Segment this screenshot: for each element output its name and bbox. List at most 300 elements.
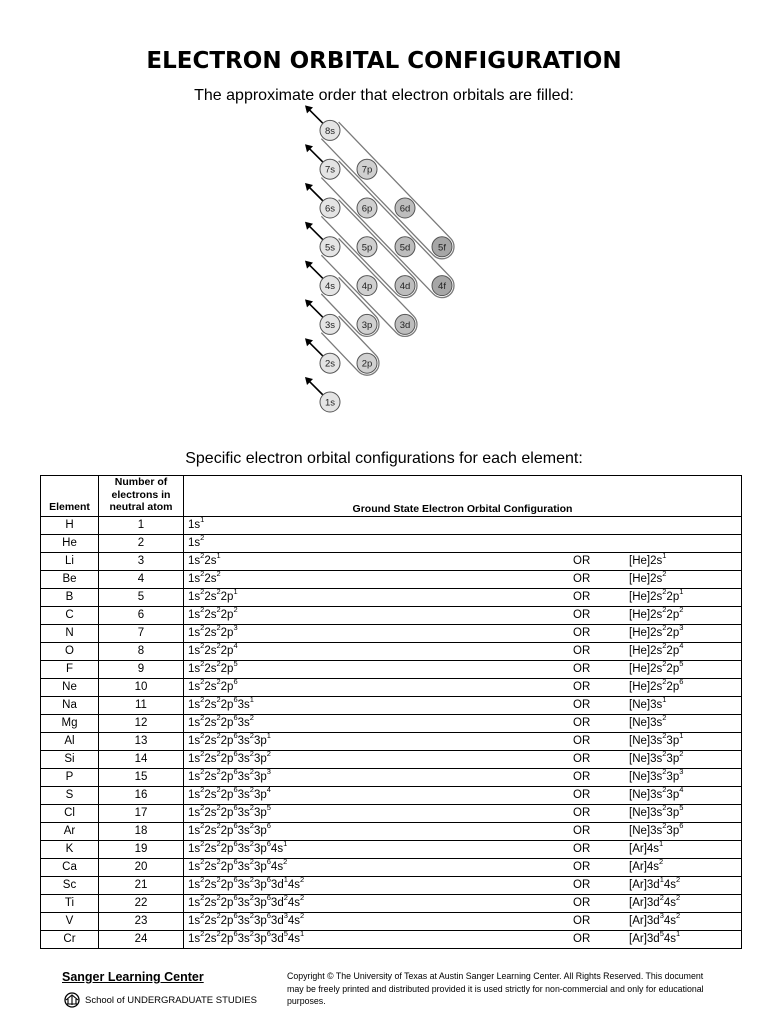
orbital-term: 2p — [220, 770, 234, 783]
orbital-5s — [320, 237, 340, 257]
orbital-term: [Ar]4s — [629, 842, 660, 855]
orbital-label: 6p — [361, 203, 373, 215]
element-symbol: Be — [41, 570, 99, 588]
noble-gas-shorthand — [629, 892, 681, 912]
orbital-term: 2s — [204, 896, 217, 909]
orbital-term: 3d — [270, 914, 284, 927]
orbital-term: [He]2s — [629, 572, 663, 585]
electron-count-superscript: 6 — [266, 928, 271, 938]
orbital-term: 4s — [270, 860, 284, 873]
element-symbol: Mg — [41, 714, 99, 732]
electron-count-superscript: 2 — [662, 712, 667, 722]
electron-count-superscript: 2 — [216, 622, 221, 632]
orbital-term: [He]2s — [629, 608, 663, 621]
electron-count-superscript: 1 — [679, 586, 684, 596]
configuration-cell — [184, 912, 742, 930]
orbital-term: 3p — [666, 788, 680, 801]
orbital-term: 1s — [188, 824, 201, 837]
orbital-term: [He]2s — [629, 590, 663, 603]
electron-count-superscript: 2 — [249, 784, 254, 794]
or-label: OR — [573, 824, 591, 837]
orbital-term: 2p — [220, 824, 234, 837]
electron-count-superscript: 2 — [300, 910, 305, 920]
electron-count: 6 — [99, 606, 184, 624]
configuration-cell — [184, 750, 742, 768]
noble-gas-shorthand — [629, 784, 684, 804]
orbital-term: 2p — [220, 878, 234, 891]
table-row — [41, 606, 742, 624]
noble-gas-shorthand — [629, 640, 684, 660]
element-symbol: Ar — [41, 822, 99, 840]
electron-count-superscript: 2 — [200, 550, 205, 560]
configuration-cell — [184, 732, 742, 750]
full-configuration — [188, 550, 221, 570]
electron-count-superscript: 3 — [679, 766, 684, 776]
electron-count-superscript: 5 — [266, 802, 271, 812]
electron-count-superscript: 2 — [216, 820, 221, 830]
element-symbol: B — [41, 588, 99, 606]
orbital-term: 2p — [220, 698, 234, 711]
orbital-5d — [395, 237, 415, 257]
orbital-term: 2s — [204, 734, 217, 747]
configuration-cell — [184, 876, 742, 894]
electron-count-superscript: 2 — [662, 676, 667, 686]
or-label: OR — [573, 896, 591, 909]
element-symbol: N — [41, 624, 99, 642]
orbital-term: 3p — [253, 896, 267, 909]
electron-count-superscript: 4 — [266, 784, 271, 794]
orbital-term: 2s — [204, 644, 217, 657]
or-label: OR — [573, 752, 591, 765]
table-row — [41, 570, 742, 588]
electron-count-superscript: 6 — [266, 838, 271, 848]
electron-count-superscript: 6 — [233, 892, 238, 902]
orbital-term: 3p — [253, 824, 267, 837]
orbital-term: 2p — [220, 932, 234, 945]
full-configuration — [188, 712, 254, 732]
electron-count: 23 — [99, 912, 184, 930]
full-configuration — [188, 730, 271, 750]
or-label: OR — [573, 644, 591, 657]
orbital-term: [Ne]3s — [629, 734, 663, 747]
orbital-term: 2p — [220, 752, 234, 765]
orbital-term: 2p — [220, 590, 234, 603]
orbital-term: 4s — [663, 914, 677, 927]
electron-count-superscript: 2 — [216, 892, 221, 902]
orbital-term: [He]2s — [629, 554, 663, 567]
table-header-row — [41, 476, 742, 517]
orbital-4d — [395, 276, 415, 296]
electron-count-superscript: 6 — [233, 856, 238, 866]
column-header-electron-count: Number of electrons in neutral atom — [99, 476, 184, 517]
electron-count-superscript: 1 — [300, 928, 305, 938]
orbital-term: [Ne]3s — [629, 752, 663, 765]
orbital-term: 2s — [204, 878, 217, 891]
orbital-term: 3d — [270, 932, 284, 945]
electron-count-superscript: 2 — [662, 586, 667, 596]
or-label: OR — [573, 572, 591, 585]
orbital-label: 6d — [399, 203, 411, 215]
orbital-term: 3s — [237, 842, 250, 855]
table-row — [41, 552, 742, 570]
element-symbol: Ca — [41, 858, 99, 876]
electron-count-superscript: 1 — [200, 514, 205, 524]
configuration-cell — [184, 660, 742, 678]
filling-arrow — [308, 108, 324, 124]
element-symbol: H — [41, 516, 99, 534]
electron-count-superscript: 5 — [233, 658, 238, 668]
orbital-5f — [432, 237, 452, 257]
orbital-term: 2s — [204, 662, 217, 675]
orbital-label: 7p — [361, 164, 373, 176]
element-symbol: Na — [41, 696, 99, 714]
orbital-term: 3p — [666, 806, 680, 819]
electron-count: 14 — [99, 750, 184, 768]
orbital-term: [Ar]3d — [629, 878, 660, 891]
filling-arrow — [308, 264, 324, 280]
element-symbol: V — [41, 912, 99, 930]
electron-count-superscript: 2 — [249, 802, 254, 812]
filling-arrow — [308, 225, 324, 241]
electron-count-superscript: 1 — [283, 838, 288, 848]
orbital-term: 4s — [663, 932, 677, 945]
electron-count-superscript: 2 — [200, 802, 205, 812]
orbital-7s — [320, 159, 340, 179]
orbital-term: 3p — [253, 860, 267, 873]
configuration-cell — [184, 552, 742, 570]
electron-count-superscript: 6 — [233, 676, 238, 686]
orbital-term: 2p — [220, 806, 234, 819]
electron-count-superscript: 2 — [200, 568, 205, 578]
electron-count-superscript: 2 — [216, 640, 221, 650]
configuration-cell — [184, 822, 742, 840]
orbital-term: 3s — [237, 932, 250, 945]
orbital-label: 4f — [438, 281, 446, 293]
electron-count-superscript: 6 — [233, 748, 238, 758]
orbital-term: [He]2s — [629, 680, 663, 693]
element-symbol: Al — [41, 732, 99, 750]
or-label: OR — [573, 662, 591, 675]
electron-count-superscript: 2 — [662, 802, 667, 812]
electron-count-superscript: 2 — [659, 856, 664, 866]
element-symbol: Sc — [41, 876, 99, 894]
electron-count: 18 — [99, 822, 184, 840]
electron-count-superscript: 1 — [249, 694, 254, 704]
orbital-label: 5d — [399, 242, 411, 254]
electron-count-superscript: 6 — [233, 838, 238, 848]
or-label: OR — [573, 554, 591, 567]
orbital-term: 2s — [204, 590, 217, 603]
electron-count-superscript: 2 — [266, 748, 271, 758]
full-configuration — [188, 892, 305, 912]
electron-count-superscript: 2 — [283, 892, 288, 902]
orbital-term: 2s — [204, 860, 217, 873]
electron-count-superscript: 2 — [200, 820, 205, 830]
electron-count-superscript: 6 — [233, 766, 238, 776]
electron-count-superscript: 1 — [662, 550, 667, 560]
table-row — [41, 768, 742, 786]
electron-count-superscript: 2 — [659, 892, 664, 902]
orbital-term: 2p — [220, 860, 234, 873]
table-row — [41, 822, 742, 840]
or-label: OR — [573, 788, 591, 801]
orbital-term: 3p — [253, 770, 267, 783]
orbital-2p — [357, 353, 377, 373]
orbital-term: 2s — [204, 572, 217, 585]
orbital-2s — [320, 353, 340, 373]
full-configuration — [188, 514, 205, 534]
element-symbol: Cl — [41, 804, 99, 822]
orbital-term: 3p — [666, 734, 680, 747]
electron-count: 7 — [99, 624, 184, 642]
orbital-term: 1s — [188, 752, 201, 765]
orbital-term: 4s — [663, 896, 677, 909]
orbital-term: 2s — [204, 806, 217, 819]
or-label: OR — [573, 680, 591, 693]
electron-count-superscript: 6 — [233, 730, 238, 740]
electron-count-superscript: 3 — [233, 622, 238, 632]
orbital-term: 2s — [204, 698, 217, 711]
full-configuration — [188, 784, 271, 804]
configuration-cell — [184, 768, 742, 786]
noble-gas-shorthand — [629, 694, 667, 714]
electron-count-superscript: 5 — [679, 802, 684, 812]
orbital-term: 2s — [204, 824, 217, 837]
electron-count-superscript: 3 — [659, 910, 664, 920]
filling-loop — [321, 122, 454, 259]
orbital-term: 4s — [287, 914, 301, 927]
orbital-term: 3p — [253, 842, 267, 855]
electron-count-superscript: 2 — [662, 766, 667, 776]
configuration-cell — [184, 606, 742, 624]
noble-gas-shorthand — [629, 748, 684, 768]
electron-count-superscript: 1 — [659, 838, 664, 848]
electron-count-superscript: 2 — [216, 874, 221, 884]
orbital-term: 1s — [188, 806, 201, 819]
orbital-term: 1s — [188, 698, 201, 711]
electron-count-superscript: 2 — [679, 604, 684, 614]
ut-tower-logo-icon — [62, 992, 82, 1008]
table-row — [41, 894, 742, 912]
electron-count-superscript: 1 — [266, 730, 271, 740]
noble-gas-shorthand — [629, 766, 684, 786]
electron-count-superscript: 2 — [216, 766, 221, 776]
full-configuration — [188, 658, 238, 678]
electron-count-superscript: 2 — [300, 892, 305, 902]
configuration-cell — [184, 678, 742, 696]
noble-gas-shorthand — [629, 550, 667, 570]
element-symbol: F — [41, 660, 99, 678]
electron-count-superscript: 1 — [679, 730, 684, 740]
electron-count: 16 — [99, 786, 184, 804]
orbital-term: 2s — [204, 680, 217, 693]
orbital-4s — [320, 276, 340, 296]
electron-count-superscript: 2 — [216, 748, 221, 758]
full-configuration — [188, 910, 305, 930]
noble-gas-shorthand — [629, 820, 684, 840]
orbital-term: 1s — [188, 734, 201, 747]
table-row — [41, 858, 742, 876]
electron-count-superscript: 6 — [233, 712, 238, 722]
orbital-4f — [432, 276, 452, 296]
table-row — [41, 786, 742, 804]
full-configuration — [188, 676, 238, 696]
or-label: OR — [573, 770, 591, 783]
full-configuration — [188, 820, 271, 840]
electron-count-superscript: 2 — [200, 892, 205, 902]
electron-count-superscript: 6 — [266, 820, 271, 830]
or-label: OR — [573, 806, 591, 819]
electron-count-superscript: 1 — [676, 928, 681, 938]
configuration-cell — [184, 570, 742, 588]
electron-count-superscript: 2 — [283, 856, 288, 866]
electron-count-superscript: 2 — [249, 820, 254, 830]
orbital-term: 2s — [204, 842, 217, 855]
orbital-term: [Ne]3s — [629, 770, 663, 783]
electron-count: 4 — [99, 570, 184, 588]
orbital-term: 3d — [270, 896, 284, 909]
orbital-label: 3s — [324, 319, 336, 331]
column-header-element: Element — [41, 476, 99, 517]
orbital-term: 2p — [666, 626, 680, 639]
noble-gas-shorthand — [629, 928, 681, 948]
orbital-term: 3p — [253, 806, 267, 819]
electron-count-superscript: 2 — [216, 604, 221, 614]
orbital-term: 4s — [270, 842, 284, 855]
orbital-term: 1s — [188, 590, 201, 603]
electron-count-superscript: 6 — [233, 694, 238, 704]
or-label: OR — [573, 626, 591, 639]
electron-count-superscript: 2 — [216, 694, 221, 704]
electron-count-superscript: 2 — [200, 784, 205, 794]
orbital-term: [Ne]3s — [629, 716, 663, 729]
orbital-3p — [357, 314, 377, 334]
full-configuration — [188, 586, 238, 606]
orbital-7p — [357, 159, 377, 179]
electron-count-superscript: 2 — [200, 694, 205, 704]
orbital-3s — [320, 314, 340, 334]
orbital-term: 1s — [188, 554, 201, 567]
table-row — [41, 678, 742, 696]
electron-count-superscript: 2 — [216, 802, 221, 812]
electron-count-superscript: 4 — [679, 640, 684, 650]
or-label: OR — [573, 914, 591, 927]
configuration-cell — [184, 786, 742, 804]
electron-count-superscript: 2 — [662, 604, 667, 614]
orbital-term: 2p — [220, 716, 234, 729]
electron-count: 2 — [99, 534, 184, 552]
orbital-label: 3d — [399, 319, 411, 331]
electron-count: 24 — [99, 930, 184, 948]
footer-branding — [62, 970, 257, 1008]
electron-count-superscript: 2 — [216, 586, 221, 596]
full-configuration — [188, 874, 305, 894]
sanger-learning-center-link[interactable]: Sanger Learning Center — [62, 970, 204, 984]
configuration-cell — [184, 516, 742, 534]
orbital-term: 1s — [188, 896, 201, 909]
electron-count-superscript: 2 — [200, 658, 205, 668]
table-row — [41, 588, 742, 606]
electron-count-superscript: 2 — [216, 838, 221, 848]
electron-count-superscript: 1 — [659, 874, 664, 884]
electron-count-superscript: 2 — [249, 712, 254, 722]
school-line — [62, 992, 257, 1008]
or-label: OR — [573, 608, 591, 621]
orbital-8s — [320, 120, 340, 140]
electron-count: 19 — [99, 840, 184, 858]
electron-count-superscript: 2 — [233, 604, 238, 614]
orbital-label: 5f — [438, 242, 446, 254]
electron-count-superscript: 2 — [249, 928, 254, 938]
electron-count-superscript: 2 — [676, 892, 681, 902]
element-symbol: P — [41, 768, 99, 786]
orbital-term: [Ar]4s — [629, 860, 660, 873]
electron-count-superscript: 2 — [662, 820, 667, 830]
or-label: OR — [573, 878, 591, 891]
orbital-term: 3s — [237, 806, 250, 819]
school-name: School of UNDERGRADUATE STUDIES — [85, 994, 257, 1006]
electron-count: 20 — [99, 858, 184, 876]
orbital-term: 1s — [188, 770, 201, 783]
element-symbol: Cr — [41, 930, 99, 948]
orbital-term: 2p — [220, 608, 234, 621]
orbital-term: 2p — [666, 590, 680, 603]
or-label: OR — [573, 932, 591, 945]
electron-count-superscript: 2 — [249, 748, 254, 758]
copyright-notice: Copyright © The University of Texas at Austin Sanger Learning Center. All Rights Reserved. This document may be freely printed and distributed provided it is used strictly for non-commercial and only for educational purposes. — [287, 971, 704, 1006]
electron-count-superscript: 2 — [200, 874, 205, 884]
electron-count-superscript: 6 — [266, 856, 271, 866]
table-row — [41, 840, 742, 858]
electron-count-superscript: 2 — [216, 856, 221, 866]
table-row — [41, 876, 742, 894]
electron-count: 10 — [99, 678, 184, 696]
diagram-caption: The approximate order that electron orbitals are filled: — [194, 87, 574, 104]
electron-count-superscript: 2 — [679, 748, 684, 758]
orbital-term: 3s — [237, 860, 250, 873]
orbital-label: 4p — [361, 281, 373, 293]
orbital-5p — [357, 237, 377, 257]
orbital-1s — [320, 392, 340, 412]
orbital-term: 2s — [204, 914, 217, 927]
orbital-label: 2p — [361, 358, 373, 370]
orbital-term: [Ar]3d — [629, 932, 660, 945]
noble-gas-shorthand — [629, 568, 667, 588]
orbital-label: 6s — [324, 203, 336, 215]
electron-count-superscript: 1 — [216, 550, 221, 560]
configuration-cell — [184, 534, 742, 552]
electron-configuration-table — [40, 475, 742, 949]
electron-count-superscript: 2 — [249, 766, 254, 776]
filling-arrow — [308, 186, 324, 202]
configuration-cell — [184, 894, 742, 912]
orbital-term: 3s — [237, 914, 250, 927]
electron-count-superscript: 2 — [662, 568, 667, 578]
orbital-term: 2p — [666, 644, 680, 657]
orbital-term: 1s — [188, 572, 201, 585]
noble-gas-shorthand — [629, 712, 667, 732]
orbital-term: 1s — [188, 788, 201, 801]
orbital-term: 4s — [663, 878, 677, 891]
electron-count-superscript: 5 — [283, 928, 288, 938]
orbital-term: 3s — [237, 716, 250, 729]
orbital-term: 2s — [204, 608, 217, 621]
or-label: OR — [573, 698, 591, 711]
noble-gas-shorthand — [629, 802, 684, 822]
electron-count-superscript: 2 — [200, 640, 205, 650]
electron-count-superscript: 2 — [200, 676, 205, 686]
orbital-4p — [357, 276, 377, 296]
